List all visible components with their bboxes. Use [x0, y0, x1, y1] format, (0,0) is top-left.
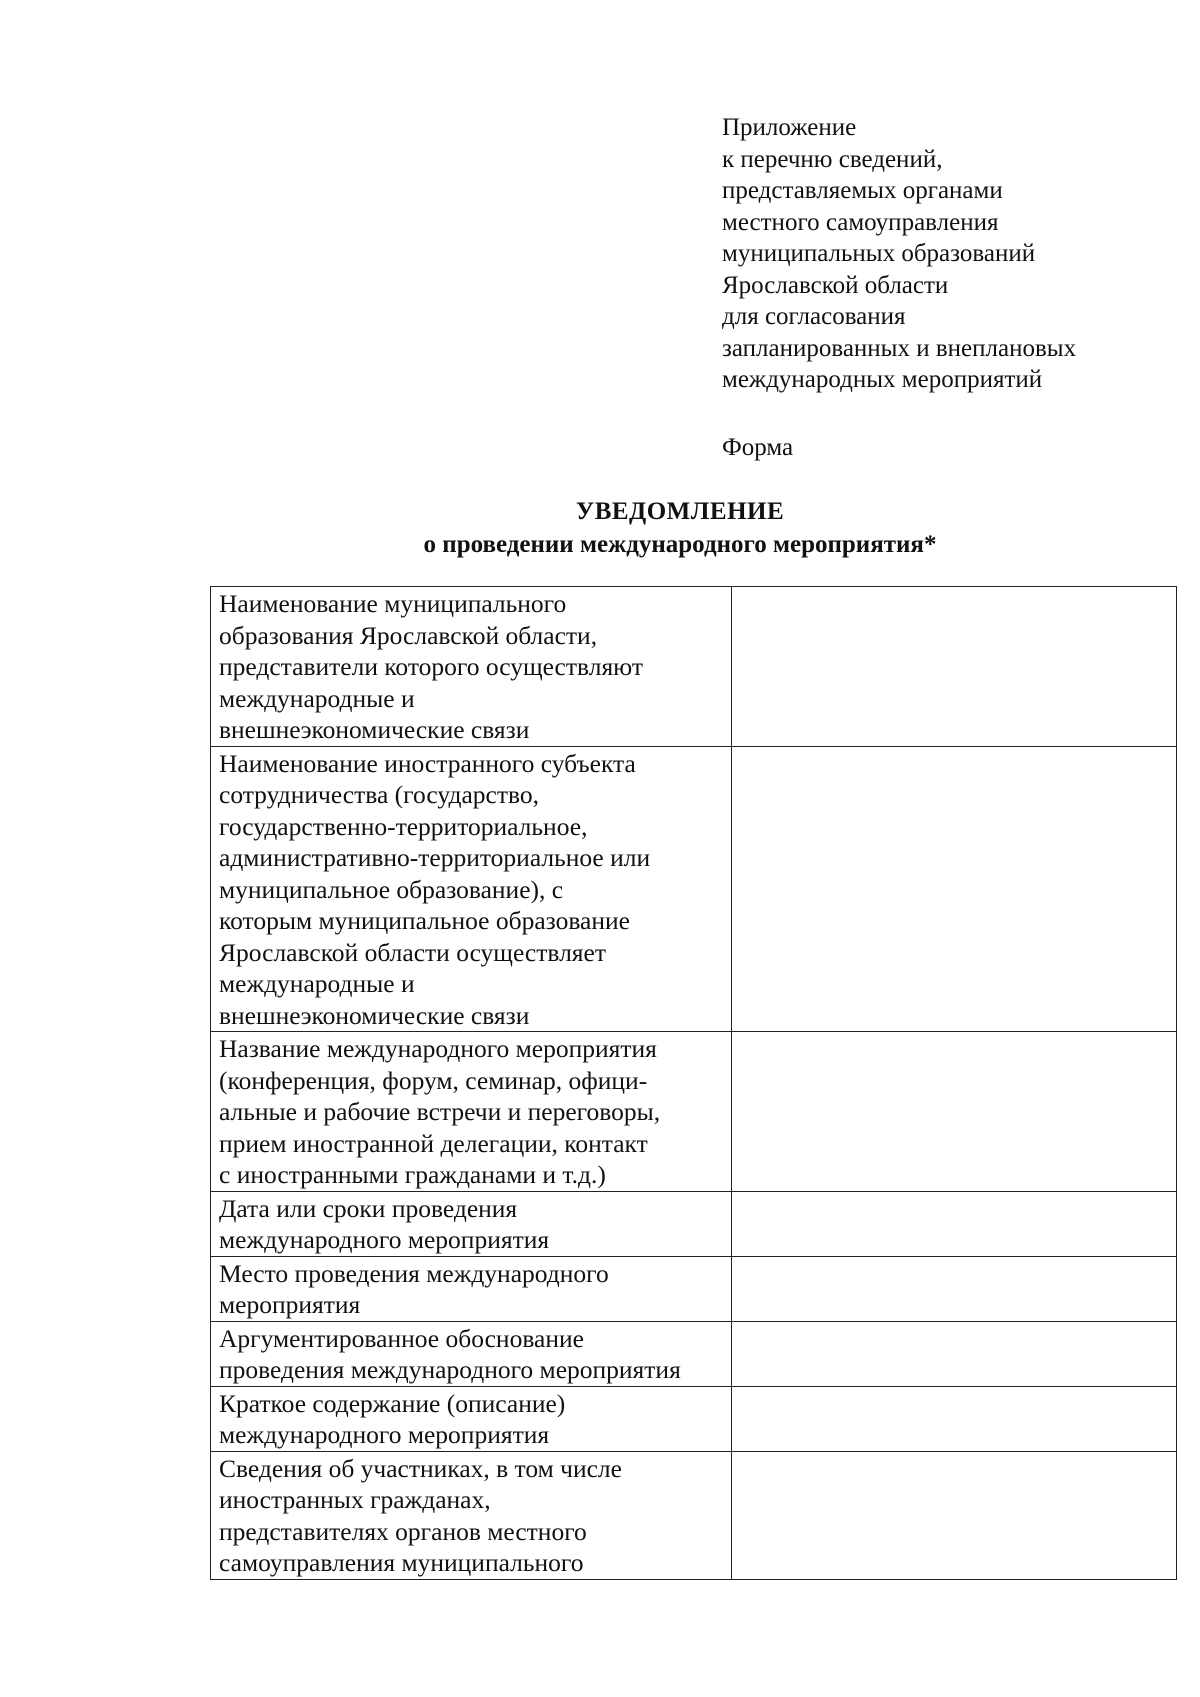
appendix-line: международных мероприятий [722, 366, 1043, 393]
field-label-line: Сведения об участниках, в том числе [219, 1453, 622, 1483]
field-value-event-name[interactable] [732, 1032, 1177, 1192]
appendix-line: запланированных и внеплановых [722, 334, 1077, 362]
table-row [211, 1191, 1177, 1256]
notification-form-table [210, 586, 1177, 1580]
field-label-line: (конференция, форум, семинар, офици- [219, 1065, 648, 1095]
field-label-foreign-partner [211, 746, 732, 1032]
field-label-event-place [211, 1256, 732, 1321]
field-label-line: муниципальное образование), с [219, 874, 564, 904]
field-label-line: Место проведения международного [219, 1258, 609, 1288]
field-label-event-date [211, 1191, 732, 1256]
field-label-line: административно-территориальное или [219, 843, 651, 872]
field-label-line: прием иностранной делегации, контакт [219, 1128, 648, 1158]
field-value-summary[interactable] [732, 1386, 1177, 1451]
field-label-line: международного мероприятия [219, 1225, 550, 1254]
field-label-line: иностранных гражданах, [219, 1485, 491, 1514]
table-row [211, 1451, 1177, 1579]
appendix-line: местного самоуправления [722, 208, 999, 236]
table-row [211, 1321, 1177, 1386]
field-label-line: Ярославской области осуществляет [219, 937, 606, 967]
field-label-participants [211, 1451, 732, 1579]
table-row [211, 1032, 1177, 1192]
appendix-line: к перечню сведений, [722, 145, 943, 173]
field-label-line: которым муниципальное образование [219, 906, 630, 935]
appendix-line: представляемых органами [722, 177, 1003, 204]
table-row [211, 587, 1177, 747]
field-label-line: Аргументированное обоснование [219, 1323, 584, 1353]
appendix-block [722, 112, 1182, 396]
field-label-line: проведения международного мероприятия [219, 1355, 681, 1384]
field-label-line: Дата или сроки проведения [219, 1193, 518, 1223]
document-title: УВЕДОМЛЕНИЕ [575, 498, 785, 525]
field-value-event-place[interactable] [732, 1256, 1177, 1321]
field-label-line: государственно-территориальное, [219, 811, 588, 841]
appendix-line: Ярославской области [722, 271, 949, 299]
field-label-line: внешнеэкономические связи [219, 715, 530, 744]
field-label-line: представители которого осуществляют [219, 652, 644, 681]
document-subtitle: о проведении международного мероприятия* [423, 531, 937, 558]
field-label-line: Название международного мероприятия [219, 1034, 657, 1063]
field-label-line: образования Ярославской области, [219, 620, 598, 650]
field-label-municipality [211, 587, 732, 747]
appendix-line: для согласования [722, 303, 906, 330]
field-label-line: с иностранными гражданами и т.д.) [219, 1160, 606, 1189]
field-label-line: самоуправления муниципального [219, 1548, 584, 1577]
field-label-justification [211, 1321, 732, 1386]
form-label: Форма [722, 434, 794, 461]
field-label-line: представителях органов местного [219, 1516, 587, 1546]
field-value-participants[interactable] [732, 1451, 1177, 1579]
field-value-justification[interactable] [732, 1321, 1177, 1386]
field-label-line: альные и рабочие встречи и переговоры, [219, 1097, 661, 1126]
field-label-line: мероприятия [219, 1290, 361, 1319]
field-value-municipality[interactable] [732, 587, 1177, 747]
field-label-line: международные и [219, 969, 415, 998]
table-row [211, 746, 1177, 1032]
field-label-line: Наименование муниципального [219, 589, 567, 618]
field-label-line: внешнеэкономические связи [219, 1000, 530, 1030]
field-label-line: Наименование иностранного субъекта [219, 748, 636, 778]
field-value-foreign-partner[interactable] [732, 746, 1177, 1032]
field-label-summary [211, 1386, 732, 1451]
field-label-line: международного мероприятия [219, 1420, 550, 1449]
appendix-line: муниципальных образований [722, 240, 1036, 267]
table-row [211, 1386, 1177, 1451]
table-row [211, 1256, 1177, 1321]
field-label-line: сотрудничества (государство, [219, 780, 539, 809]
field-label-line: Краткое содержание (описание) [219, 1388, 566, 1418]
appendix-line: Приложение [722, 114, 857, 141]
field-label-line: международные и [219, 683, 415, 713]
field-label-event-name [211, 1032, 732, 1192]
field-value-event-date[interactable] [732, 1191, 1177, 1256]
